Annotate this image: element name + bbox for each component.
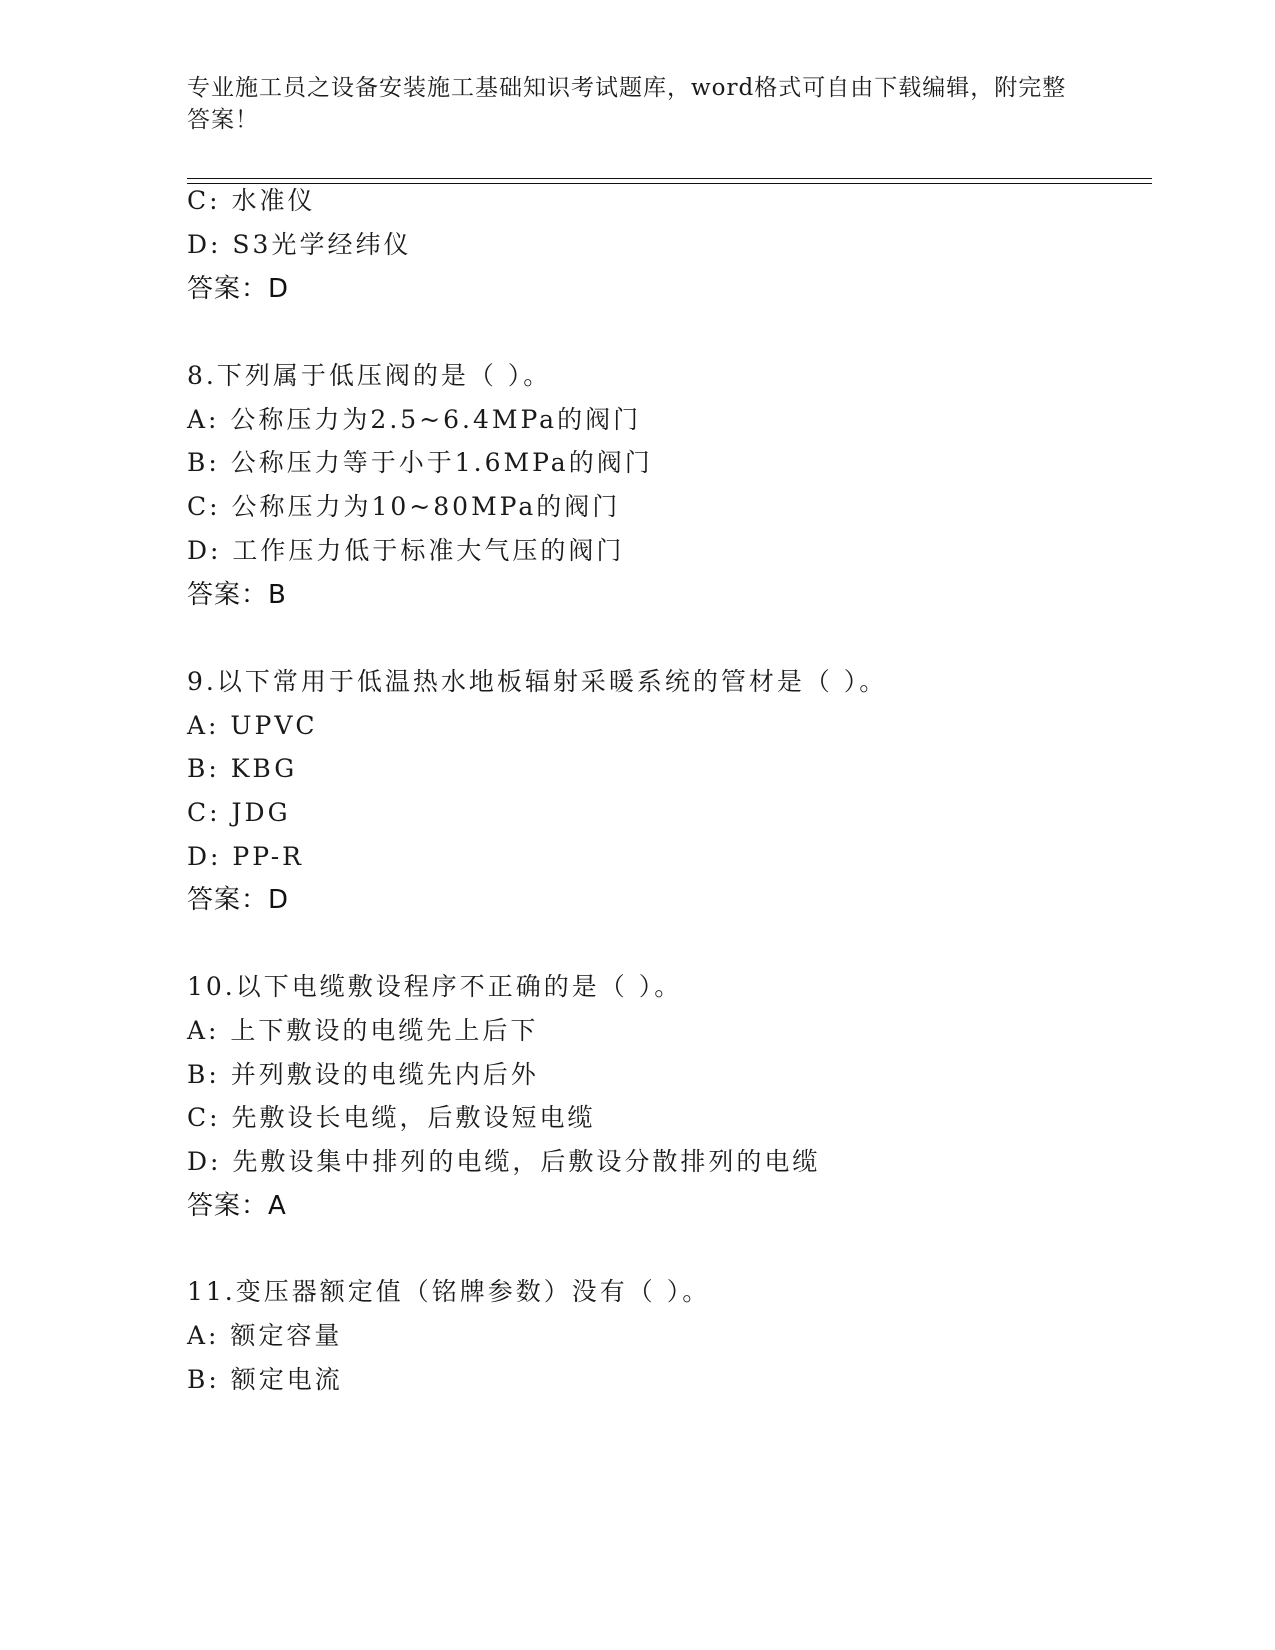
option-d: D: 工作压力低于标准大气压的阀门 xyxy=(187,536,625,565)
option-d: D: S3光学经纬仪 xyxy=(187,230,412,259)
option-a: A: UPVC xyxy=(187,711,318,740)
option-c: C: JDG xyxy=(187,798,291,827)
answer: 答案：A xyxy=(187,1191,287,1221)
answer: 答案：B xyxy=(187,580,287,610)
question-10: 10.以下电缆敷设程序不正确的是（ ）。 xyxy=(187,972,683,1001)
option-b: B: KBG xyxy=(187,754,298,783)
question-8: 8.下列属于低压阀的是（ ）。 xyxy=(187,361,552,390)
option-c: C: 公称压力为10~80MPa的阀门 xyxy=(187,492,621,521)
option-d: D: PP-R xyxy=(187,842,304,871)
header-divider-top xyxy=(187,178,1152,179)
option-a: A: 额定容量 xyxy=(187,1321,343,1350)
question-11: 11.变压器额定值（铭牌参数）没有（ ）。 xyxy=(187,1277,711,1306)
option-a: A: 上下敷设的电缆先上后下 xyxy=(187,1016,539,1045)
option-d: D: 先敷设集中排列的电缆，后敷设分散排列的电缆 xyxy=(187,1147,821,1176)
header-divider-bottom xyxy=(187,183,1152,184)
option-a: A: 公称压力为2.5~6.4MPa的阀门 xyxy=(187,405,642,434)
option-b: B: 公称压力等于小于1.6MPa的阀门 xyxy=(187,448,653,477)
document-header: 专业施工员之设备安装施工基础知识考试题库，word格式可自由下载编辑，附完整答案！ xyxy=(187,75,1067,133)
answer: 答案：D xyxy=(187,274,290,304)
question-9: 9.以下常用于低温热水地板辐射采暖系统的管材是（ ）。 xyxy=(187,667,888,696)
option-c: C: 水准仪 xyxy=(187,186,316,215)
option-c: C: 先敷设长电缆，后敷设短电缆 xyxy=(187,1103,596,1132)
option-b: B: 额定电流 xyxy=(187,1365,343,1394)
answer: 答案：D xyxy=(187,885,290,915)
option-b: B: 并列敷设的电缆先内后外 xyxy=(187,1060,539,1089)
